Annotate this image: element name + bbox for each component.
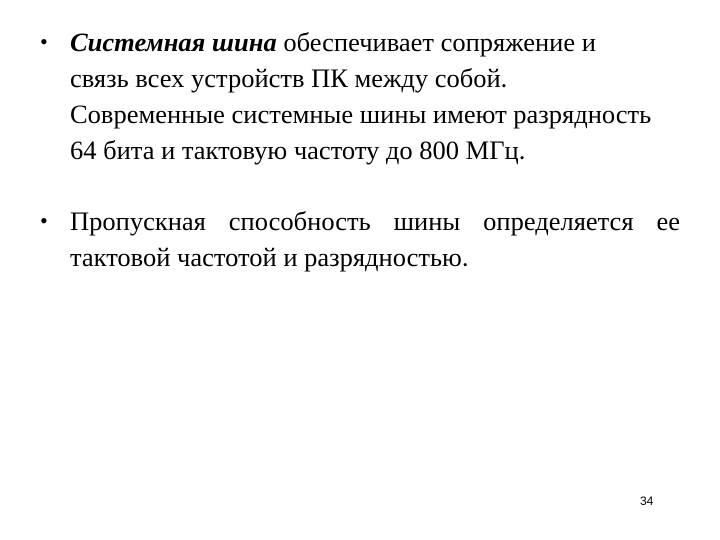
system-bus-description: обеспечивает сопряжение и связь всех устройств ПК между собой. Современные системные шины имеют разрядность 64 бита и тактовую частоту до 800 МГц. <box>70 27 652 165</box>
page-number: 34 <box>640 494 654 508</box>
bullet-list <box>40 24 680 275</box>
bullet-text <box>70 24 655 168</box>
term-system-bus: Системная шина <box>70 27 277 57</box>
bandwidth-description: Пропускная способность шины определяется ее тактовой частотой и разрядностью. <box>70 206 680 272</box>
bullet-item-bandwidth <box>40 203 680 275</box>
bullet-dot-icon: • <box>40 208 48 233</box>
bullet-item-system-bus <box>40 24 655 168</box>
bullet-dot-icon: • <box>40 29 48 54</box>
